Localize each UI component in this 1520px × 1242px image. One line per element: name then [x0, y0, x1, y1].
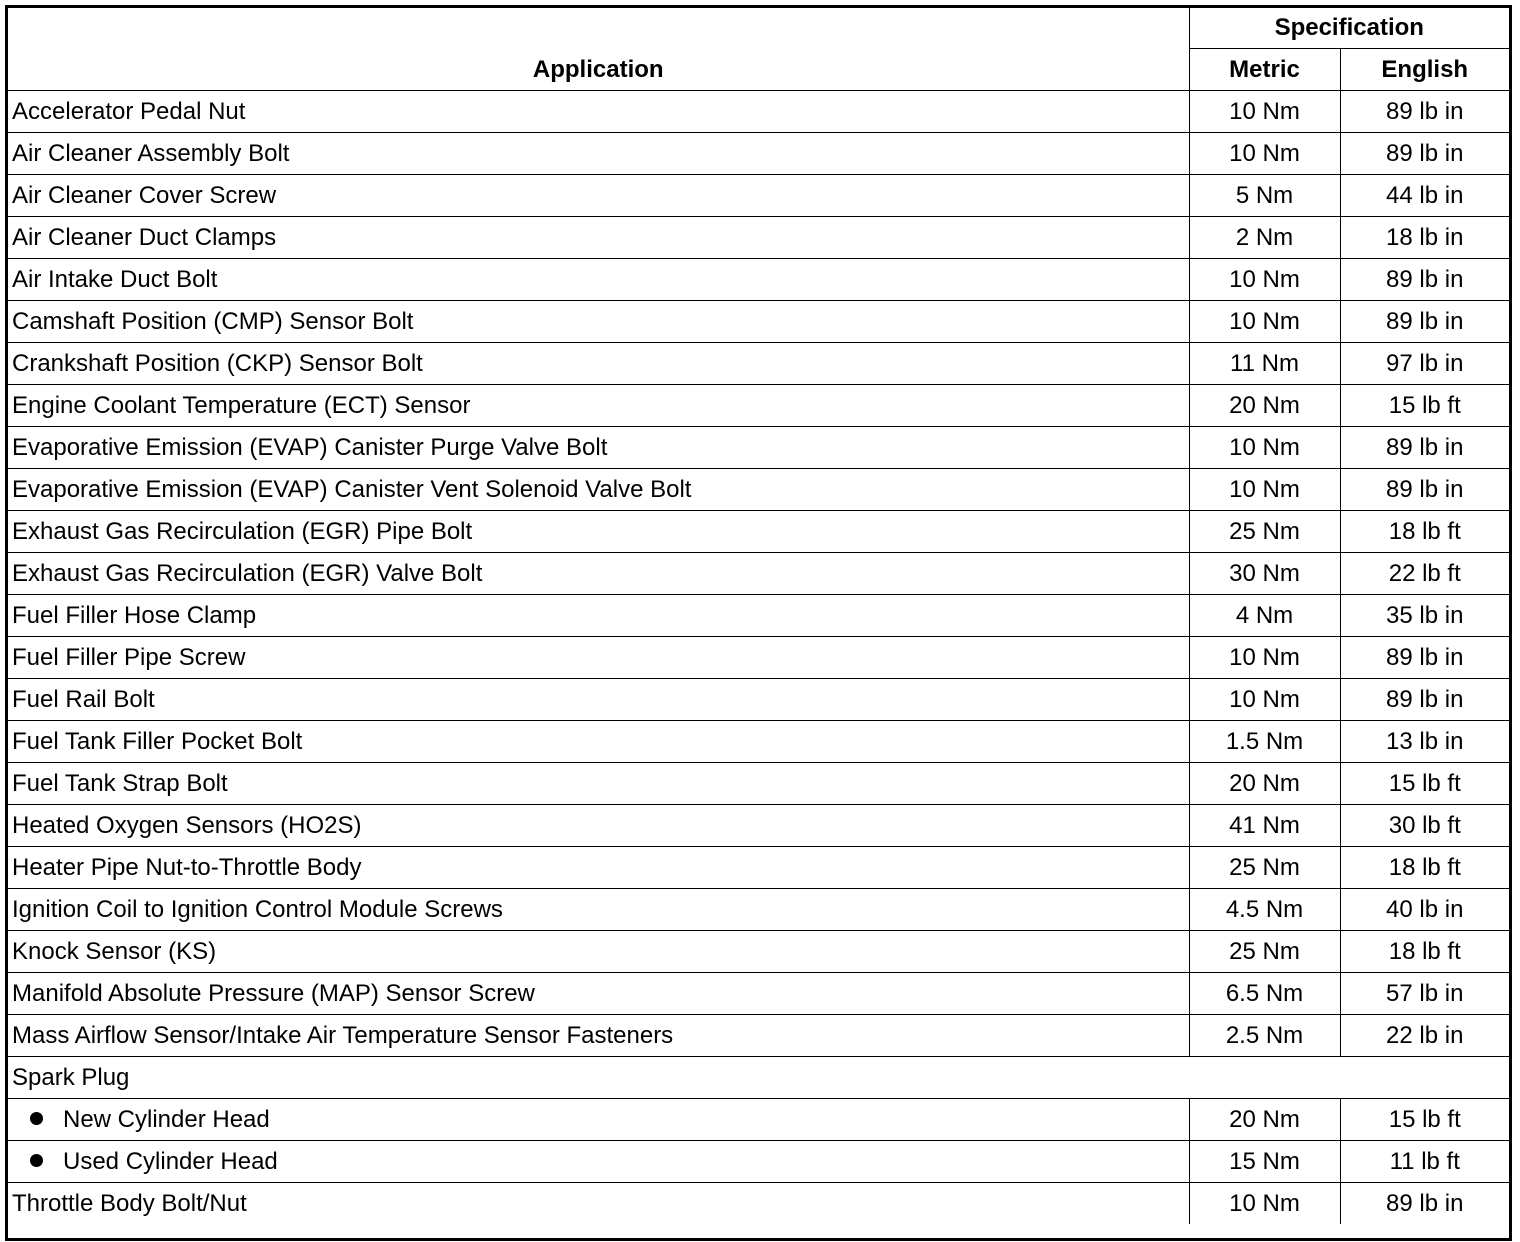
table-row	[8, 427, 1509, 469]
torque-spec-table-frame	[5, 5, 1512, 1241]
table-row	[8, 1183, 1509, 1225]
metric-cell: 10 Nm	[1189, 133, 1340, 175]
metric-cell: 41 Nm	[1189, 805, 1340, 847]
application-cell: Air Cleaner Duct Clamps	[8, 217, 1189, 259]
metric-cell: 30 Nm	[1189, 553, 1340, 595]
english-cell: 18 lb ft	[1340, 847, 1509, 889]
english-cell: 15 lb ft	[1340, 1099, 1509, 1141]
english-cell: 89 lb in	[1340, 133, 1509, 175]
english-cell: 89 lb in	[1340, 637, 1509, 679]
metric-cell: 25 Nm	[1189, 931, 1340, 973]
application-cell: Air Intake Duct Bolt	[8, 259, 1189, 301]
english-cell: 89 lb in	[1340, 1183, 1509, 1225]
metric-header: Metric	[1189, 49, 1340, 91]
table-row	[8, 133, 1509, 175]
table-row	[8, 721, 1509, 763]
english-header: English	[1340, 49, 1509, 91]
metric-cell: 10 Nm	[1189, 259, 1340, 301]
metric-cell: 10 Nm	[1189, 427, 1340, 469]
table-row	[8, 931, 1509, 973]
application-cell: Manifold Absolute Pressure (MAP) Sensor Screw	[8, 973, 1189, 1015]
metric-cell: 4 Nm	[1189, 595, 1340, 637]
application-cell: Throttle Body Bolt/Nut	[8, 1183, 1189, 1225]
bullet-icon	[30, 1112, 43, 1125]
english-cell: 18 lb ft	[1340, 511, 1509, 553]
spark-plug-label: Spark Plug	[8, 1057, 1509, 1099]
english-cell: 13 lb in	[1340, 721, 1509, 763]
table-row	[8, 1099, 1509, 1141]
english-cell: 30 lb ft	[1340, 805, 1509, 847]
english-cell: 40 lb in	[1340, 889, 1509, 931]
metric-cell: 5 Nm	[1189, 175, 1340, 217]
english-cell: 89 lb in	[1340, 259, 1509, 301]
metric-cell: 6.5 Nm	[1189, 973, 1340, 1015]
english-cell: 89 lb in	[1340, 91, 1509, 133]
english-cell: 22 lb in	[1340, 1015, 1509, 1057]
english-cell: 18 lb ft	[1340, 931, 1509, 973]
english-cell: 89 lb in	[1340, 679, 1509, 721]
metric-cell: 20 Nm	[1189, 1099, 1340, 1141]
application-header: Application	[8, 8, 1189, 91]
bullet-icon	[30, 1154, 43, 1167]
english-cell: 97 lb in	[1340, 343, 1509, 385]
table-row	[8, 1141, 1509, 1183]
english-cell: 15 lb ft	[1340, 385, 1509, 427]
application-cell: Exhaust Gas Recirculation (EGR) Pipe Bolt	[8, 511, 1189, 553]
table-row	[8, 805, 1509, 847]
spark-plug-group-row	[8, 1057, 1509, 1099]
table-row	[8, 595, 1509, 637]
table-row	[8, 553, 1509, 595]
application-cell: Exhaust Gas Recirculation (EGR) Valve Bolt	[8, 553, 1189, 595]
table-row	[8, 217, 1509, 259]
application-label: New Cylinder Head	[63, 1105, 270, 1133]
english-cell: 89 lb in	[1340, 301, 1509, 343]
application-cell: Camshaft Position (CMP) Sensor Bolt	[8, 301, 1189, 343]
table-row	[8, 469, 1509, 511]
english-cell: 11 lb ft	[1340, 1141, 1509, 1183]
table-row	[8, 301, 1509, 343]
table-row	[8, 343, 1509, 385]
application-cell: Air Cleaner Cover Screw	[8, 175, 1189, 217]
metric-cell: 10 Nm	[1189, 469, 1340, 511]
application-cell: Knock Sensor (KS)	[8, 931, 1189, 973]
english-cell: 57 lb in	[1340, 973, 1509, 1015]
metric-cell: 20 Nm	[1189, 763, 1340, 805]
application-cell: Evaporative Emission (EVAP) Canister Purge Valve Bolt	[8, 427, 1189, 469]
application-cell: Fuel Filler Hose Clamp	[8, 595, 1189, 637]
table-row	[8, 973, 1509, 1015]
table-row	[8, 385, 1509, 427]
application-cell: Fuel Tank Filler Pocket Bolt	[8, 721, 1189, 763]
metric-cell: 10 Nm	[1189, 91, 1340, 133]
application-cell: Evaporative Emission (EVAP) Canister Vent Solenoid Valve Bolt	[8, 469, 1189, 511]
application-label: Used Cylinder Head	[63, 1147, 278, 1175]
table-row	[8, 1015, 1509, 1057]
table-row	[8, 511, 1509, 553]
metric-cell: 10 Nm	[1189, 637, 1340, 679]
application-cell: Engine Coolant Temperature (ECT) Sensor	[8, 385, 1189, 427]
table-row	[8, 679, 1509, 721]
application-cell: Crankshaft Position (CKP) Sensor Bolt	[8, 343, 1189, 385]
application-cell: Fuel Tank Strap Bolt	[8, 763, 1189, 805]
metric-cell: 10 Nm	[1189, 679, 1340, 721]
metric-cell: 11 Nm	[1189, 343, 1340, 385]
application-cell: Air Cleaner Assembly Bolt	[8, 133, 1189, 175]
application-cell: Fuel Rail Bolt	[8, 679, 1189, 721]
application-cell: Accelerator Pedal Nut	[8, 91, 1189, 133]
specification-header: Specification	[1189, 8, 1509, 49]
table-row	[8, 637, 1509, 679]
english-cell: 44 lb in	[1340, 175, 1509, 217]
table-row	[8, 847, 1509, 889]
application-cell	[8, 1141, 1189, 1183]
application-cell: Fuel Filler Pipe Screw	[8, 637, 1189, 679]
metric-cell: 20 Nm	[1189, 385, 1340, 427]
torque-spec-table	[8, 8, 1509, 1224]
english-cell: 89 lb in	[1340, 427, 1509, 469]
english-cell: 22 lb ft	[1340, 553, 1509, 595]
metric-cell: 25 Nm	[1189, 847, 1340, 889]
application-cell: Ignition Coil to Ignition Control Module Screws	[8, 889, 1189, 931]
application-cell: Heater Pipe Nut-to-Throttle Body	[8, 847, 1189, 889]
metric-cell: 1.5 Nm	[1189, 721, 1340, 763]
english-cell: 89 lb in	[1340, 469, 1509, 511]
metric-cell: 10 Nm	[1189, 1183, 1340, 1225]
table-row	[8, 763, 1509, 805]
metric-cell: 25 Nm	[1189, 511, 1340, 553]
table-row	[8, 259, 1509, 301]
table-row	[8, 889, 1509, 931]
application-cell: Heated Oxygen Sensors (HO2S)	[8, 805, 1189, 847]
table-row	[8, 175, 1509, 217]
english-cell: 15 lb ft	[1340, 763, 1509, 805]
metric-cell: 4.5 Nm	[1189, 889, 1340, 931]
english-cell: 18 lb in	[1340, 217, 1509, 259]
metric-cell: 2 Nm	[1189, 217, 1340, 259]
english-cell: 35 lb in	[1340, 595, 1509, 637]
metric-cell: 15 Nm	[1189, 1141, 1340, 1183]
table-row	[8, 91, 1509, 133]
application-cell: Mass Airflow Sensor/Intake Air Temperature Sensor Fasteners	[8, 1015, 1189, 1057]
metric-cell: 2.5 Nm	[1189, 1015, 1340, 1057]
application-cell	[8, 1099, 1189, 1141]
metric-cell: 10 Nm	[1189, 301, 1340, 343]
